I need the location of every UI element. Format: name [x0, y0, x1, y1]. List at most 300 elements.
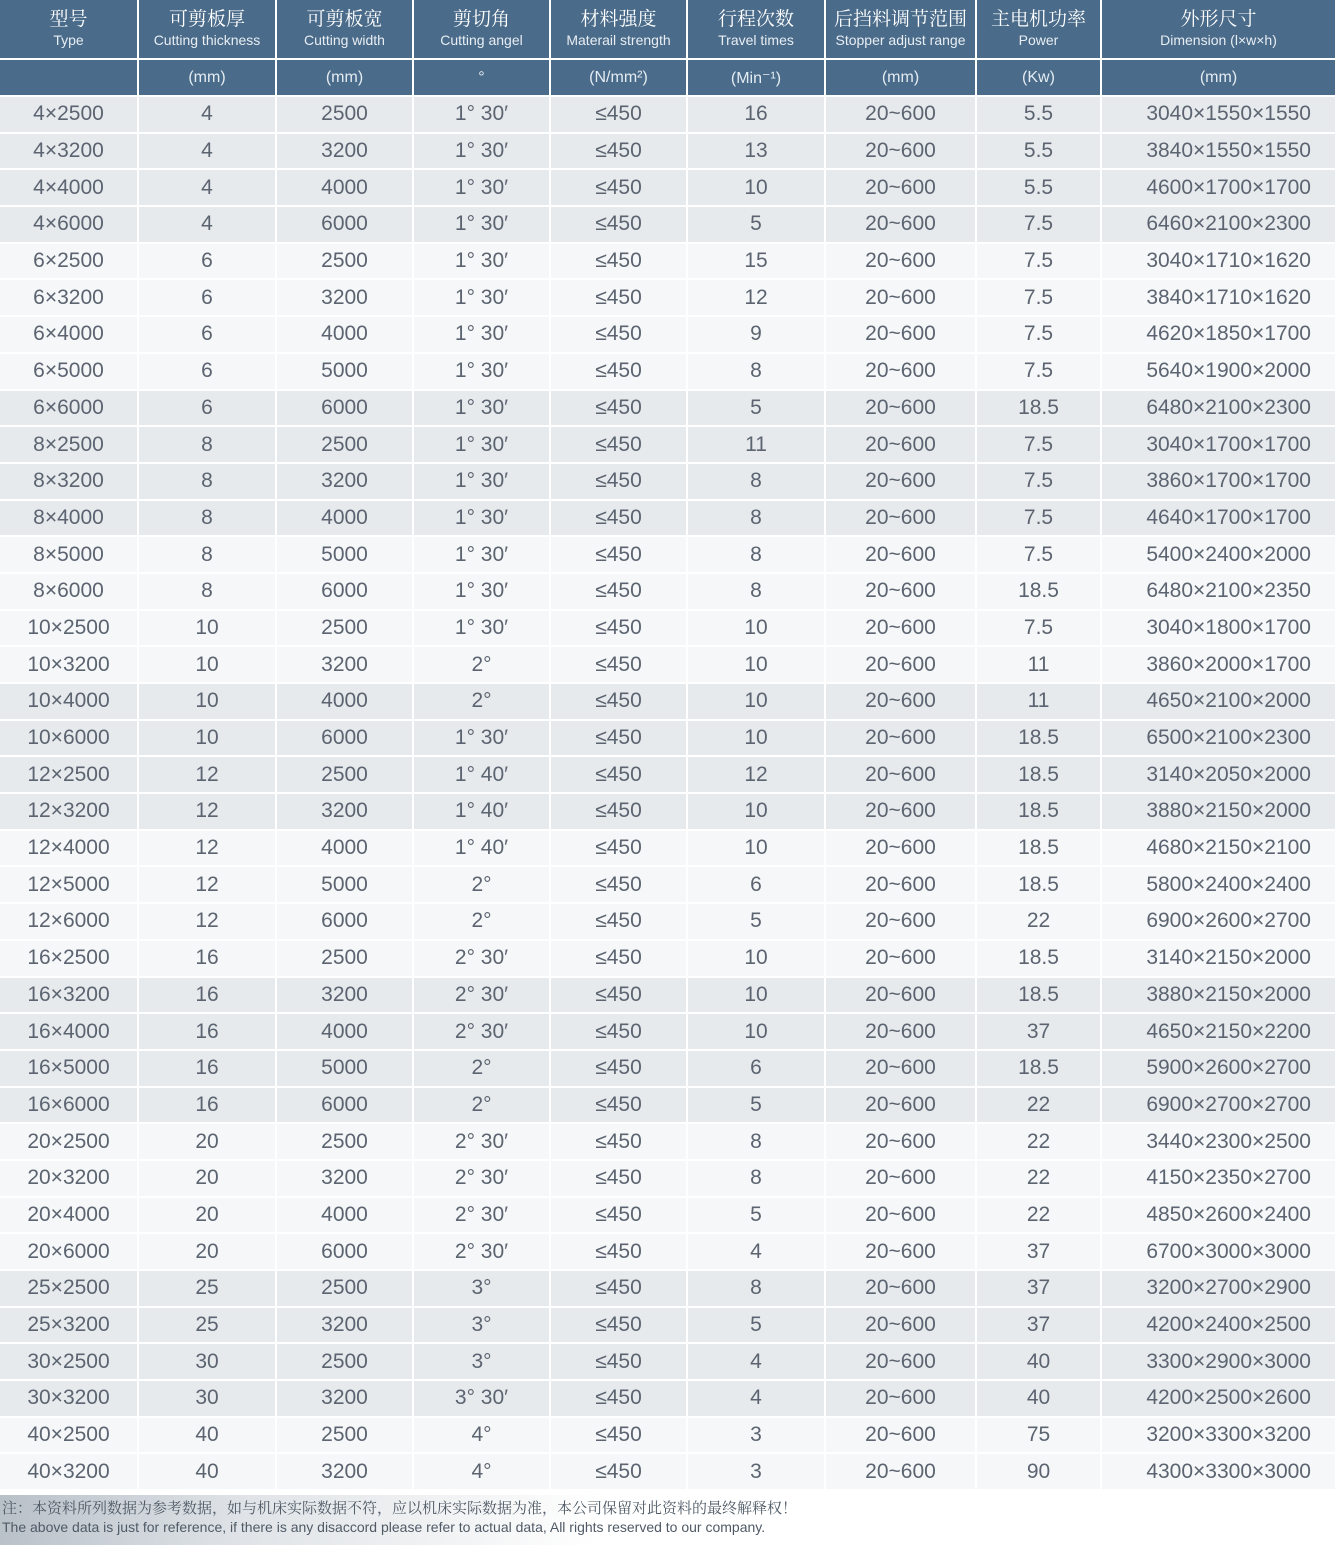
cell-cutting-width: 3200: [276, 977, 413, 1014]
cell-dimension: 3040×1800×1700: [1101, 610, 1336, 647]
table-row: [0, 1123, 1336, 1160]
cell-type: 6×6000: [0, 390, 138, 427]
cell-power: 18.5: [976, 1050, 1101, 1087]
cell-cutting-angle: 1° 30′: [413, 463, 550, 500]
cell-type: 6×3200: [0, 279, 138, 316]
cell-travel-times: 10: [687, 793, 825, 830]
cell-cutting-width: 3200: [276, 1453, 413, 1490]
cell-power: 11: [976, 683, 1101, 720]
cell-cutting-angle: 4°: [413, 1417, 550, 1454]
cell-cutting-thickness: 8: [138, 500, 276, 537]
cell-cutting-width: 3200: [276, 1160, 413, 1197]
cell-cutting-width: 4000: [276, 500, 413, 537]
cell-cutting-width: 6000: [276, 206, 413, 243]
cell-power: 18.5: [976, 977, 1101, 1014]
cell-dimension: 6900×2700×2700: [1101, 1087, 1336, 1124]
cell-dimension: 3880×2150×2000: [1101, 793, 1336, 830]
cell-power: 5.5: [976, 96, 1101, 133]
cell-power: 7.5: [976, 279, 1101, 316]
cell-cutting-angle: 2° 30′: [413, 977, 550, 1014]
cell-travel-times: 8: [687, 536, 825, 573]
cell-stopper-range: 20~600: [825, 133, 976, 170]
cell-dimension: 3140×2050×2000: [1101, 756, 1336, 793]
cell-power: 7.5: [976, 610, 1101, 647]
cell-travel-times: 10: [687, 830, 825, 867]
cell-stopper-range: 20~600: [825, 573, 976, 610]
cell-material-strength: ≤450: [550, 1417, 687, 1454]
cell-stopper-range: 20~600: [825, 353, 976, 390]
cell-material-strength: ≤450: [550, 1123, 687, 1160]
cell-cutting-width: 2500: [276, 940, 413, 977]
cell-cutting-width: 3200: [276, 793, 413, 830]
cell-cutting-angle: 1° 30′: [413, 243, 550, 280]
footnote-zh: 注：本资料所列数据为参考数据，如与机床实际数据不符，应以机床实际数据为准，本公司保留对此资料的最终解释权！: [2, 1500, 798, 1517]
cell-cutting-thickness: 25: [138, 1270, 276, 1307]
cell-type: 12×5000: [0, 866, 138, 903]
cell-cutting-width: 2500: [276, 243, 413, 280]
cell-material-strength: ≤450: [550, 1380, 687, 1417]
cell-cutting-width: 3200: [276, 1307, 413, 1344]
cell-power: 37: [976, 1013, 1101, 1050]
cell-travel-times: 5: [687, 1087, 825, 1124]
cell-material-strength: ≤450: [550, 1270, 687, 1307]
cell-power: 18.5: [976, 720, 1101, 757]
cell-stopper-range: 20~600: [825, 977, 976, 1014]
table-row: [0, 1307, 1336, 1344]
table-row: [0, 646, 1336, 683]
table-row: [0, 830, 1336, 867]
cell-dimension: 4200×2500×2600: [1101, 1380, 1336, 1417]
table-row: [0, 683, 1336, 720]
cell-stopper-range: 20~600: [825, 1123, 976, 1160]
table-row: [0, 1453, 1336, 1490]
cell-type: 16×2500: [0, 940, 138, 977]
cell-power: 37: [976, 1233, 1101, 1270]
cell-power: 22: [976, 1160, 1101, 1197]
cell-cutting-width: 3200: [276, 133, 413, 170]
cell-type: 6×5000: [0, 353, 138, 390]
unit-travel-times: (Min⁻¹): [687, 59, 825, 96]
cell-cutting-thickness: 12: [138, 866, 276, 903]
cell-stopper-range: 20~600: [825, 1087, 976, 1124]
cell-material-strength: ≤450: [550, 610, 687, 647]
cell-material-strength: ≤450: [550, 1013, 687, 1050]
cell-cutting-angle: 1° 30′: [413, 610, 550, 647]
cell-cutting-width: 2500: [276, 1123, 413, 1160]
cell-cutting-angle: 3°: [413, 1307, 550, 1344]
header-type: 型号 Type: [0, 0, 138, 59]
cell-travel-times: 8: [687, 353, 825, 390]
cell-material-strength: ≤450: [550, 133, 687, 170]
cell-cutting-thickness: 16: [138, 940, 276, 977]
cell-type: 25×2500: [0, 1270, 138, 1307]
cell-stopper-range: 20~600: [825, 1453, 976, 1490]
cell-type: 20×3200: [0, 1160, 138, 1197]
cell-travel-times: 6: [687, 1050, 825, 1087]
header-cutting-thickness: 可剪板厚 Cutting thickness: [138, 0, 276, 59]
cell-stopper-range: 20~600: [825, 940, 976, 977]
cell-cutting-width: 5000: [276, 866, 413, 903]
cell-cutting-thickness: 4: [138, 169, 276, 206]
cell-type: 20×6000: [0, 1233, 138, 1270]
cell-cutting-thickness: 12: [138, 903, 276, 940]
cell-material-strength: ≤450: [550, 1453, 687, 1490]
cell-material-strength: ≤450: [550, 463, 687, 500]
cell-cutting-thickness: 30: [138, 1343, 276, 1380]
cell-material-strength: ≤450: [550, 390, 687, 427]
cell-dimension: 3140×2150×2000: [1101, 940, 1336, 977]
cell-travel-times: 10: [687, 977, 825, 1014]
cell-power: 7.5: [976, 243, 1101, 280]
cell-type: 16×5000: [0, 1050, 138, 1087]
header-travel-times: 行程次数 Travel times: [687, 0, 825, 59]
cell-stopper-range: 20~600: [825, 793, 976, 830]
cell-stopper-range: 20~600: [825, 646, 976, 683]
cell-dimension: 5900×2600×2700: [1101, 1050, 1336, 1087]
cell-power: 18.5: [976, 573, 1101, 610]
cell-cutting-thickness: 25: [138, 1307, 276, 1344]
cell-cutting-angle: 1° 40′: [413, 830, 550, 867]
cell-travel-times: 10: [687, 646, 825, 683]
cell-material-strength: ≤450: [550, 426, 687, 463]
unit-cutting-thickness: (mm): [138, 59, 276, 96]
cell-type: 8×6000: [0, 573, 138, 610]
cell-power: 40: [976, 1380, 1101, 1417]
cell-cutting-thickness: 12: [138, 793, 276, 830]
cell-travel-times: 5: [687, 390, 825, 427]
cell-cutting-thickness: 4: [138, 206, 276, 243]
cell-dimension: 4150×2350×2700: [1101, 1160, 1336, 1197]
cell-dimension: 4300×3300×3000: [1101, 1453, 1336, 1490]
cell-cutting-width: 6000: [276, 1087, 413, 1124]
cell-cutting-angle: 1° 30′: [413, 169, 550, 206]
cell-power: 40: [976, 1343, 1101, 1380]
cell-cutting-angle: 3°: [413, 1270, 550, 1307]
header-cutting-angle: 剪切角 Cutting angel: [413, 0, 550, 59]
cell-type: 30×2500: [0, 1343, 138, 1380]
cell-cutting-width: 2500: [276, 610, 413, 647]
cell-cutting-angle: 2°: [413, 683, 550, 720]
cell-stopper-range: 20~600: [825, 1233, 976, 1270]
cell-type: 12×4000: [0, 830, 138, 867]
cell-power: 18.5: [976, 830, 1101, 867]
table-row: [0, 1197, 1336, 1234]
cell-stopper-range: 20~600: [825, 243, 976, 280]
cell-stopper-range: 20~600: [825, 316, 976, 353]
cell-cutting-thickness: 40: [138, 1417, 276, 1454]
cell-cutting-width: 3200: [276, 1380, 413, 1417]
cell-cutting-thickness: 12: [138, 830, 276, 867]
cell-type: 30×3200: [0, 1380, 138, 1417]
cell-power: 7.5: [976, 463, 1101, 500]
cell-type: 12×2500: [0, 756, 138, 793]
cell-dimension: 3300×2900×3000: [1101, 1343, 1336, 1380]
cell-travel-times: 12: [687, 756, 825, 793]
cell-type: 40×3200: [0, 1453, 138, 1490]
cell-stopper-range: 20~600: [825, 279, 976, 316]
cell-material-strength: ≤450: [550, 1307, 687, 1344]
cell-cutting-angle: 1° 40′: [413, 793, 550, 830]
cell-dimension: 6700×3000×3000: [1101, 1233, 1336, 1270]
cell-dimension: 3880×2150×2000: [1101, 977, 1336, 1014]
spec-body: [0, 96, 1336, 1490]
cell-cutting-width: 4000: [276, 683, 413, 720]
unit-power: (Kw): [976, 59, 1101, 96]
cell-material-strength: ≤450: [550, 830, 687, 867]
cell-dimension: 3860×2000×1700: [1101, 646, 1336, 683]
cell-power: 7.5: [976, 536, 1101, 573]
cell-type: 8×2500: [0, 426, 138, 463]
cell-cutting-width: 4000: [276, 1197, 413, 1234]
cell-stopper-range: 20~600: [825, 1417, 976, 1454]
cell-material-strength: ≤450: [550, 279, 687, 316]
cell-dimension: 3200×3300×3200: [1101, 1417, 1336, 1454]
footnote: [0, 1495, 1336, 1545]
cell-stopper-range: 20~600: [825, 206, 976, 243]
cell-dimension: 5400×2400×2000: [1101, 536, 1336, 573]
cell-travel-times: 5: [687, 1307, 825, 1344]
cell-cutting-thickness: 16: [138, 1050, 276, 1087]
cell-cutting-width: 2500: [276, 426, 413, 463]
cell-travel-times: 3: [687, 1453, 825, 1490]
cell-travel-times: 10: [687, 940, 825, 977]
cell-dimension: 4620×1850×1700: [1101, 316, 1336, 353]
cell-power: 37: [976, 1307, 1101, 1344]
cell-travel-times: 10: [687, 610, 825, 647]
cell-cutting-thickness: 10: [138, 683, 276, 720]
cell-material-strength: ≤450: [550, 1233, 687, 1270]
unit-dimension: (mm): [1101, 59, 1336, 96]
cell-cutting-thickness: 16: [138, 977, 276, 1014]
cell-travel-times: 10: [687, 720, 825, 757]
cell-travel-times: 13: [687, 133, 825, 170]
cell-dimension: 3840×1710×1620: [1101, 279, 1336, 316]
cell-cutting-angle: 1° 30′: [413, 133, 550, 170]
cell-stopper-range: 20~600: [825, 866, 976, 903]
cell-dimension: 5800×2400×2400: [1101, 866, 1336, 903]
cell-dimension: 6460×2100×2300: [1101, 206, 1336, 243]
table-row: [0, 500, 1336, 537]
cell-type: 4×6000: [0, 206, 138, 243]
cell-cutting-angle: 2°: [413, 646, 550, 683]
cell-material-strength: ≤450: [550, 573, 687, 610]
cell-material-strength: ≤450: [550, 793, 687, 830]
cell-material-strength: ≤450: [550, 903, 687, 940]
cell-stopper-range: 20~600: [825, 536, 976, 573]
cell-power: 11: [976, 646, 1101, 683]
table-row: [0, 866, 1336, 903]
table-row: [0, 756, 1336, 793]
cell-travel-times: 10: [687, 683, 825, 720]
cell-power: 7.5: [976, 426, 1101, 463]
cell-cutting-thickness: 6: [138, 316, 276, 353]
cell-cutting-angle: 1° 30′: [413, 536, 550, 573]
cell-cutting-angle: 3° 30′: [413, 1380, 550, 1417]
cell-cutting-thickness: 4: [138, 96, 276, 133]
cell-travel-times: 8: [687, 1123, 825, 1160]
cell-travel-times: 9: [687, 316, 825, 353]
cell-power: 18.5: [976, 390, 1101, 427]
unit-cutting-width: (mm): [276, 59, 413, 96]
cell-cutting-width: 5000: [276, 536, 413, 573]
cell-travel-times: 10: [687, 169, 825, 206]
header-row-titles: [0, 0, 1336, 59]
cell-travel-times: 10: [687, 1013, 825, 1050]
cell-material-strength: ≤450: [550, 1050, 687, 1087]
cell-cutting-thickness: 4: [138, 133, 276, 170]
cell-cutting-angle: 1° 30′: [413, 96, 550, 133]
cell-cutting-angle: 2°: [413, 1050, 550, 1087]
cell-stopper-range: 20~600: [825, 500, 976, 537]
cell-power: 18.5: [976, 866, 1101, 903]
cell-type: 16×6000: [0, 1087, 138, 1124]
cell-travel-times: 8: [687, 573, 825, 610]
unit-material-strength: (N/mm²): [550, 59, 687, 96]
cell-stopper-range: 20~600: [825, 1050, 976, 1087]
cell-cutting-thickness: 20: [138, 1123, 276, 1160]
table-row: [0, 977, 1336, 1014]
cell-dimension: 4600×1700×1700: [1101, 169, 1336, 206]
cell-material-strength: ≤450: [550, 1160, 687, 1197]
cell-dimension: 4640×1700×1700: [1101, 500, 1336, 537]
cell-travel-times: 8: [687, 1270, 825, 1307]
table-row: [0, 426, 1336, 463]
table-row: [0, 133, 1336, 170]
cell-cutting-thickness: 40: [138, 1453, 276, 1490]
cell-cutting-angle: 2° 30′: [413, 940, 550, 977]
cell-cutting-angle: 1° 30′: [413, 279, 550, 316]
table-row: [0, 1270, 1336, 1307]
cell-dimension: 4850×2600×2400: [1101, 1197, 1336, 1234]
cell-cutting-thickness: 30: [138, 1380, 276, 1417]
cell-dimension: 6480×2100×2300: [1101, 390, 1336, 427]
cell-stopper-range: 20~600: [825, 1197, 976, 1234]
cell-type: 4×4000: [0, 169, 138, 206]
cell-stopper-range: 20~600: [825, 1380, 976, 1417]
cell-type: 40×2500: [0, 1417, 138, 1454]
cell-dimension: 6500×2100×2300: [1101, 720, 1336, 757]
cell-travel-times: 12: [687, 279, 825, 316]
cell-dimension: 3440×2300×2500: [1101, 1123, 1336, 1160]
cell-cutting-width: 5000: [276, 353, 413, 390]
table-row: [0, 1343, 1336, 1380]
table-row: [0, 1233, 1336, 1270]
footnote-en: The above data is just for reference, if there is any disaccord please refer to actual data, All rights reserved to our company.: [2, 1519, 766, 1535]
cell-material-strength: ≤450: [550, 169, 687, 206]
cell-type: 4×3200: [0, 133, 138, 170]
cell-power: 7.5: [976, 316, 1101, 353]
cell-stopper-range: 20~600: [825, 96, 976, 133]
cell-type: 20×2500: [0, 1123, 138, 1160]
cell-stopper-range: 20~600: [825, 1270, 976, 1307]
cell-cutting-angle: 2° 30′: [413, 1160, 550, 1197]
cell-power: 22: [976, 1123, 1101, 1160]
cell-stopper-range: 20~600: [825, 390, 976, 427]
unit-stopper-range: (mm): [825, 59, 976, 96]
cell-type: 10×2500: [0, 610, 138, 647]
cell-material-strength: ≤450: [550, 977, 687, 1014]
cell-type: 6×4000: [0, 316, 138, 353]
cell-travel-times: 5: [687, 1197, 825, 1234]
cell-type: 16×4000: [0, 1013, 138, 1050]
cell-cutting-thickness: 16: [138, 1087, 276, 1124]
cell-travel-times: 5: [687, 903, 825, 940]
unit-cutting-angle: °: [413, 59, 550, 96]
cell-travel-times: 8: [687, 463, 825, 500]
cell-stopper-range: 20~600: [825, 830, 976, 867]
cell-travel-times: 8: [687, 500, 825, 537]
cell-cutting-angle: 2° 30′: [413, 1013, 550, 1050]
table-row: [0, 793, 1336, 830]
header-row-units: [0, 59, 1336, 96]
cell-cutting-angle: 2°: [413, 866, 550, 903]
table-row: [0, 536, 1336, 573]
cell-cutting-angle: 2°: [413, 1087, 550, 1124]
cell-type: 8×3200: [0, 463, 138, 500]
cell-cutting-width: 5000: [276, 1050, 413, 1087]
unit-type: [0, 59, 138, 96]
table-row: [0, 96, 1336, 133]
cell-material-strength: ≤450: [550, 1197, 687, 1234]
table-row: [0, 353, 1336, 390]
cell-cutting-angle: 1° 30′: [413, 316, 550, 353]
cell-cutting-width: 3200: [276, 279, 413, 316]
cell-travel-times: 4: [687, 1233, 825, 1270]
cell-cutting-thickness: 16: [138, 1013, 276, 1050]
cell-type: 8×4000: [0, 500, 138, 537]
table-row: [0, 1050, 1336, 1087]
table-row: [0, 390, 1336, 427]
cell-material-strength: ≤450: [550, 243, 687, 280]
cell-dimension: 3860×1700×1700: [1101, 463, 1336, 500]
table-row: [0, 1087, 1336, 1124]
cell-stopper-range: 20~600: [825, 169, 976, 206]
cell-cutting-thickness: 6: [138, 279, 276, 316]
table-row: [0, 610, 1336, 647]
cell-travel-times: 6: [687, 866, 825, 903]
cell-travel-times: 5: [687, 206, 825, 243]
header-power: 主电机功率 Power: [976, 0, 1101, 59]
cell-type: 4×2500: [0, 96, 138, 133]
cell-cutting-thickness: 8: [138, 463, 276, 500]
cell-material-strength: ≤450: [550, 96, 687, 133]
cell-travel-times: 11: [687, 426, 825, 463]
cell-material-strength: ≤450: [550, 1343, 687, 1380]
table-row: [0, 279, 1336, 316]
cell-cutting-angle: 1° 30′: [413, 206, 550, 243]
cell-cutting-angle: 4°: [413, 1453, 550, 1490]
table-row: [0, 1160, 1336, 1197]
cell-cutting-thickness: 6: [138, 390, 276, 427]
table-row: [0, 206, 1336, 243]
table-row: [0, 1013, 1336, 1050]
cell-stopper-range: 20~600: [825, 756, 976, 793]
cell-power: 7.5: [976, 500, 1101, 537]
cell-stopper-range: 20~600: [825, 1343, 976, 1380]
cell-stopper-range: 20~600: [825, 1013, 976, 1050]
cell-cutting-angle: 1° 30′: [413, 353, 550, 390]
cell-dimension: 6900×2600×2700: [1101, 903, 1336, 940]
cell-cutting-width: 6000: [276, 1233, 413, 1270]
cell-type: 20×4000: [0, 1197, 138, 1234]
cell-power: 75: [976, 1417, 1101, 1454]
cell-power: 18.5: [976, 940, 1101, 977]
table-row: [0, 169, 1336, 206]
cell-stopper-range: 20~600: [825, 1160, 976, 1197]
cell-material-strength: ≤450: [550, 536, 687, 573]
cell-stopper-range: 20~600: [825, 683, 976, 720]
cell-stopper-range: 20~600: [825, 720, 976, 757]
